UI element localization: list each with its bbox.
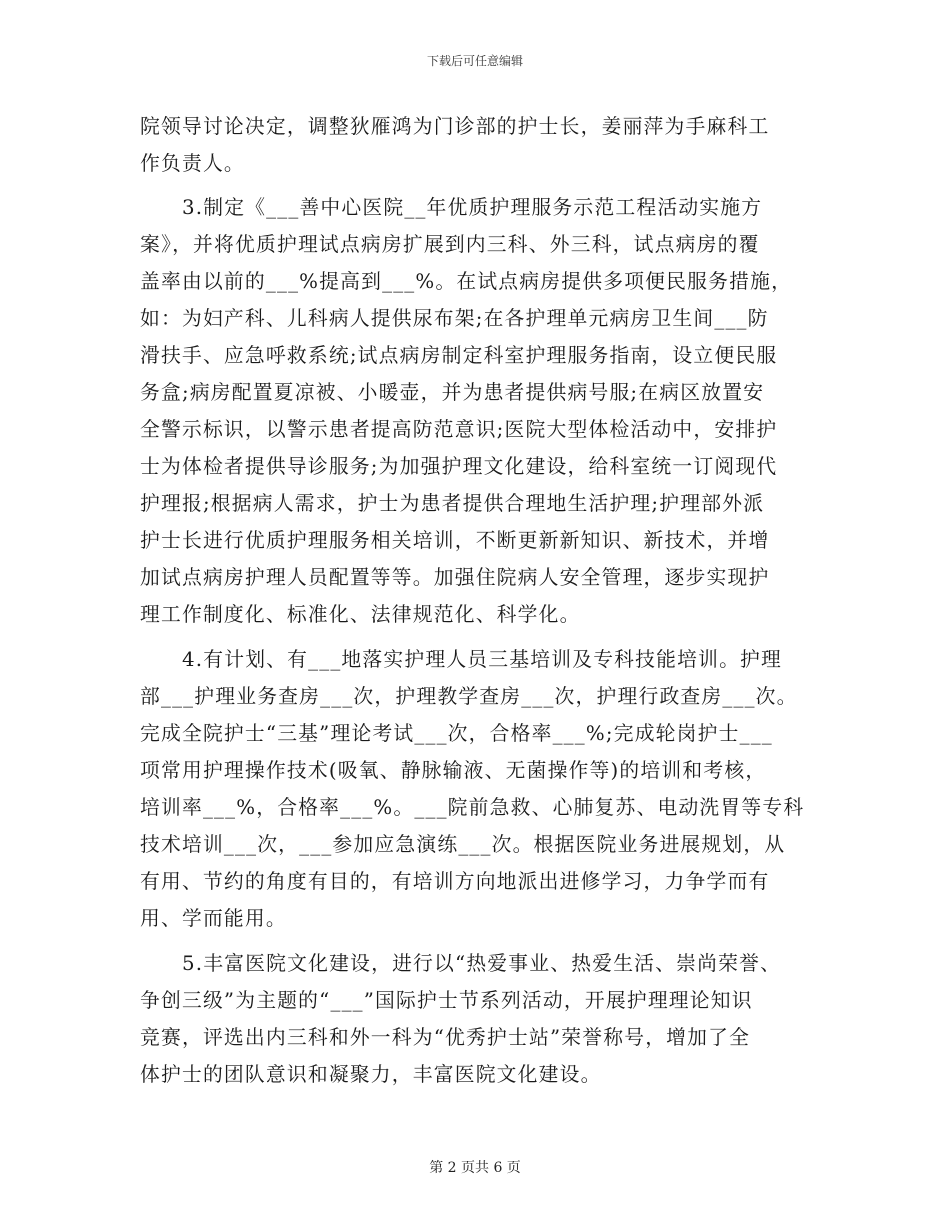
- text-line: 项常用护理操作技术(吸氧、静脉输液、无菌操作等)的培训和考核，: [140, 759, 767, 782]
- text-line: 4.有计划、有___地落实护理人员三基培训及专科技能培训。护理: [140, 648, 783, 671]
- text-line: 护理报;根据病人需求，护士为患者提供合理地生活护理;护理部外派: [140, 492, 765, 515]
- page-header: 下载后可任意编辑: [426, 54, 523, 68]
- page-number: 第 2 页共 6 页: [429, 1160, 521, 1176]
- text-line: 技术培训___次，___参加应急演练___次。根据医院业务进展规划，从: [140, 833, 786, 856]
- text-line: 理工作制度化、标准化、法律规范化、科学化。: [140, 603, 581, 626]
- text-line: 加试点病房护理人员配置等等。加强住院病人安全管理，逐步实现护: [140, 566, 770, 589]
- text-line: 盖率由以前的___%提高到___%。在试点病房提供多项便民服务措施，: [140, 270, 793, 293]
- text-line: 作负责人。: [140, 152, 245, 175]
- text-line: 体护士的团队意识和凝聚力，丰富医院文化建设。: [140, 1063, 602, 1086]
- text-line: 培训率___%，合格率___%。___院前急救、心肺复苏、电动洗胃等专科: [140, 796, 805, 819]
- text-line: 完成全院护士“三基”理论考试___次，合格率___%;完成轮岗护士___: [140, 722, 773, 745]
- text-line: 士为体检者提供导诊服务;为加强护理文化建设，给科室统一订阅现代: [140, 455, 778, 478]
- text-line: 护士长进行优质护理服务相关培训，不断更新新知识、新技术，并增: [140, 529, 770, 552]
- text-line: 争创三级”为主题的“___”国际护士节系列活动，开展护理理论知识: [140, 989, 753, 1012]
- text-line: 用、学而能用。: [140, 907, 287, 930]
- text-line: 3.制定《___善中心医院__年优质护理服务示范工程活动实施方: [140, 196, 763, 219]
- text-line: 如：为妇产科、儿科病人提供尿布架;在各护理单元病房卫生间___防: [140, 307, 769, 330]
- text-line: 竞赛，评选出内三科和外一科为“优秀护士站”荣誉称号，增加了全: [140, 1026, 751, 1049]
- text-line: 部___护理业务查房___次，护理教学查房___次，护理行政查房___次。: [140, 685, 798, 708]
- paragraph-item-4: [140, 641, 808, 937]
- document-body: [140, 108, 808, 1093]
- text-line: 院领导讨论决定，调整狄雁鸿为门诊部的护士长，姜丽萍为手麻科工: [140, 115, 770, 138]
- text-line: 5.丰富医院文化建设，进行以“热爱事业、热爱生活、崇尚荣誉、: [140, 952, 782, 975]
- text-line: 全警示标识，以警示患者提高防范意识;医院大型体检活动中，安排护: [140, 418, 778, 441]
- paragraph-item-5: [140, 945, 808, 1093]
- text-line: 案》，并将优质护理试点病房扩展到内三科、外三科，试点病房的覆: [140, 233, 760, 256]
- paragraph-item-3: [140, 189, 808, 633]
- text-line: 务盒;病房配置夏凉被、小暖壶，并为患者提供病号服;在病区放置安: [140, 381, 765, 404]
- text-line: 有用、节约的角度有目的，有培训方向地派出进修学习，力争学而有: [140, 870, 770, 893]
- text-line: 滑扶手、应急呼救系统;试点病房制定科室护理服务指南，设立便民服: [140, 344, 778, 367]
- paragraph-intro: [140, 108, 808, 182]
